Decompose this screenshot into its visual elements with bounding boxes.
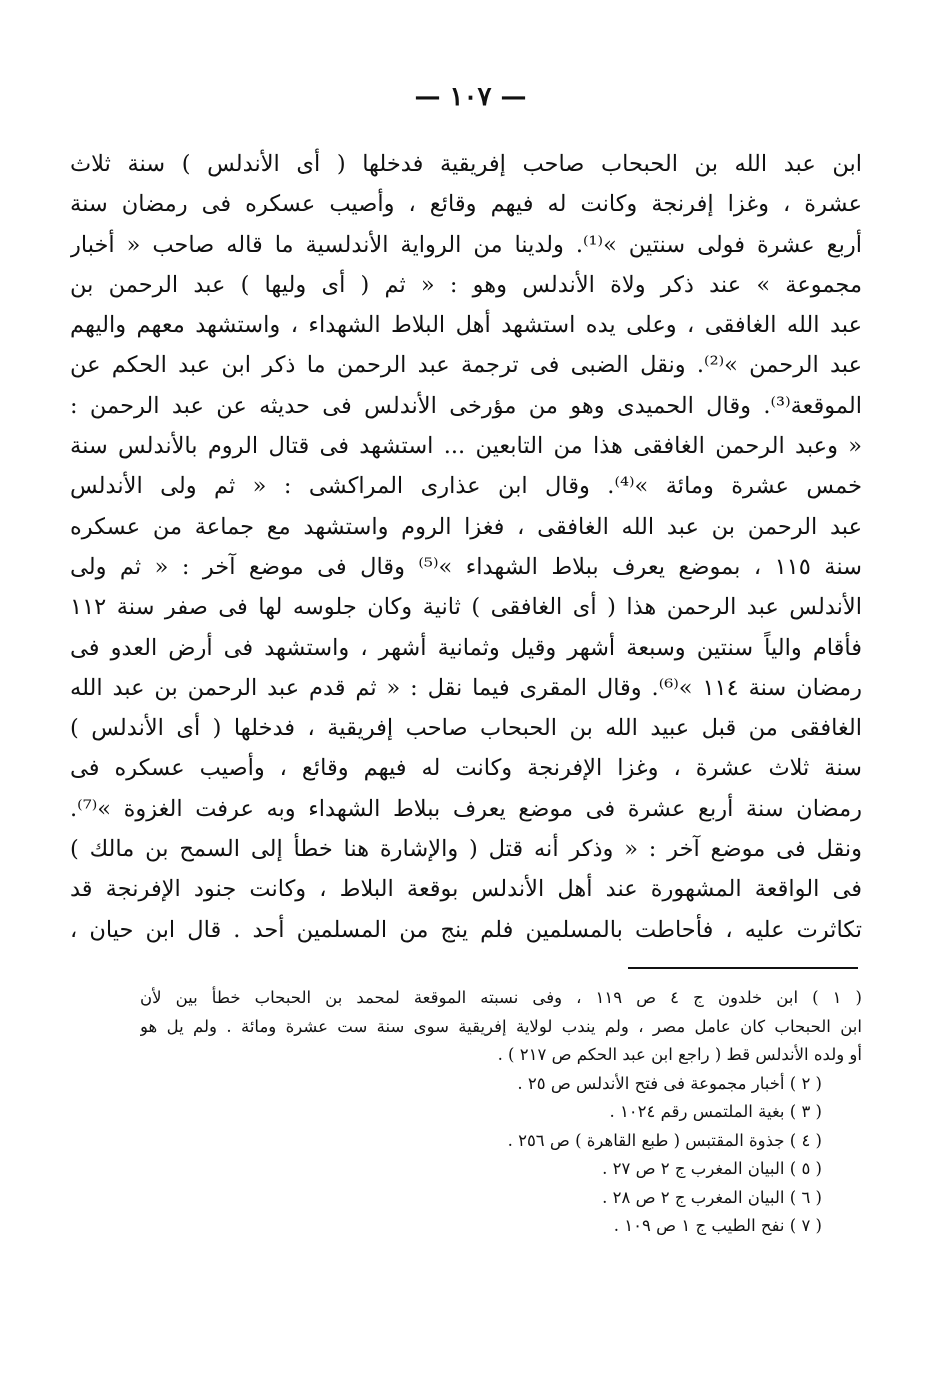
body-line: فأقام والياً سنتين وسبعة أشهر وقيل وثمانية أشهر ، واستشهد فى أرض العدو فى — [70, 634, 862, 661]
footnotes — [140, 984, 862, 1241]
body-line: الغافقى من قبل عبيد الله بن الحبحاب صاحب إفريقية ، فدخلها ( أى الأندلس ) — [70, 715, 862, 742]
footnote-line: ( ٦ ) البيان المغرب ج ٢ ص ٢٨ . — [602, 1187, 822, 1207]
body-line: سنة ثلاث عشرة ، وغزا الإفرنجة وكانت له فيهم وقائع ، وأصيب عسكره فى — [70, 755, 862, 782]
body-line: فى الواقعة المشهورة عند أهل الأندلس بوقعة البلاط ، وكانت جنود الإفرنجة قد — [70, 876, 862, 903]
body-line: أربع عشرة فولى سنتين »⁽¹⁾. ولدينا من الرواية الأندلسية ما قاله صاحب « أخبار — [70, 231, 862, 258]
footnote-line: أو ولده الأندلس قط ( راجع ابن عبد الحكم ص ٢١٧ ) . — [497, 1045, 862, 1064]
body-line: « وعبد الرحمن الغافقى هذا من التابعين ... استشهد فى قتال الروم بالأندلس سنة — [70, 433, 862, 460]
body-line: عشرة ، وغزا إفرنجة وكانت له فيهم وقائع ، وأصيب عسكره فى رمضان سنة — [70, 191, 862, 218]
footnote-divider — [628, 967, 858, 969]
footnote-line: ( ١ ) ابن خلدون ج ٤ ص ١١٩ ، وفى نسبته الموقعة لمحمد بن الحبحاب خطأ بين لأن — [140, 988, 862, 1007]
footnote-line: ( ٣ ) بغية الملتمس رقم ١٠٢٤ . — [609, 1102, 822, 1121]
body-line: الأندلس عبد الرحمن هذا ( أى الغافقى ) ثانية وكان جلوسه لها فى صفر سنة ١١٢ — [70, 594, 862, 621]
body-line: الموقعة⁽³⁾. وقال الحميدى وهو من مؤرخى الأندلس فى حديثه عن عبد الرحمن : — [70, 392, 862, 419]
footnote-line: ( ٧ ) نفح الطيب ج ١ ص ١٠٩ . — [613, 1216, 822, 1235]
body-text — [70, 144, 862, 950]
body-line: مجموعة » عند ذكر ولاة الأندلس وهو : « ثم ( أى وليها ) عبد الرحمن بن — [70, 271, 862, 298]
body-line: ابن عبد الله بن الحبحاب صاحب إفريقية فدخلها ( أى الأندلس ) سنة ثلاث — [70, 151, 862, 177]
body-line: تكاثرت عليه ، فأحاطت بالمسلمين فلم ينج من المسلمين أحد . قال ابن حيان ، — [70, 916, 862, 943]
body-line: ونقل فى موضع آخر : « وذكر أنه قتل ( والإشارة هنا خطأ إلى السمح بن مالك ) — [70, 836, 862, 863]
footnote-line: ( ٢ ) أخبار مجموعة فى فتح الأندلس ص ٢٥ . — [517, 1073, 822, 1093]
footnote-line: ( ٤ ) جذوة المقتبس ( طبع القاهرة ) ص ٢٥٦ . — [507, 1130, 822, 1150]
body-line: عبد الرحمن بن عبد الله الغافقى ، فغزا الروم واستشهد مع جماعة من عسكره — [70, 513, 862, 540]
page-number: — ١٠٧ — — [414, 82, 527, 112]
body-line: خمس عشرة ومائة »⁽⁴⁾. وقال ابن عذارى المراكشى : « ثم ولى الأندلس — [70, 473, 862, 500]
footnote-line: ابن الحبحاب كان عامل مصر ، ولم يندب لولاية إفريقية سوى سنة ست عشرة ومائة . ولم يل هو — [140, 1016, 862, 1036]
footnote-line: ( ٥ ) البيان المغرب ج ٢ ص ٢٧ . — [602, 1159, 822, 1178]
body-line: عبد الله الغافقى ، وعلى يده استشهد أهل البلاط الشهداء ، واستشهد معهم واليهم — [70, 312, 862, 339]
body-line: رمضان سنة أربع عشرة فى موضع يعرف ببلاط الشهداء وبه عرفت الغزوة »⁽⁷⁾. — [70, 795, 862, 822]
body-line: رمضان سنة ١١٤ »⁽⁶⁾. وقال المقرى فيما نقل : « ثم قدم عبد الرحمن بن عبد الله — [70, 674, 862, 701]
body-line: سنة ١١٥ ، بموضع يعرف ببلاط الشهداء »⁽⁵⁾ وقال فى موضع آخر : « ثم ولى — [70, 553, 862, 580]
body-line: عبد الرحمن »⁽²⁾. ونقل الضبى فى ترجمة عبد الرحمن ما ذكر ابن عبد الحكم عن — [70, 352, 862, 379]
